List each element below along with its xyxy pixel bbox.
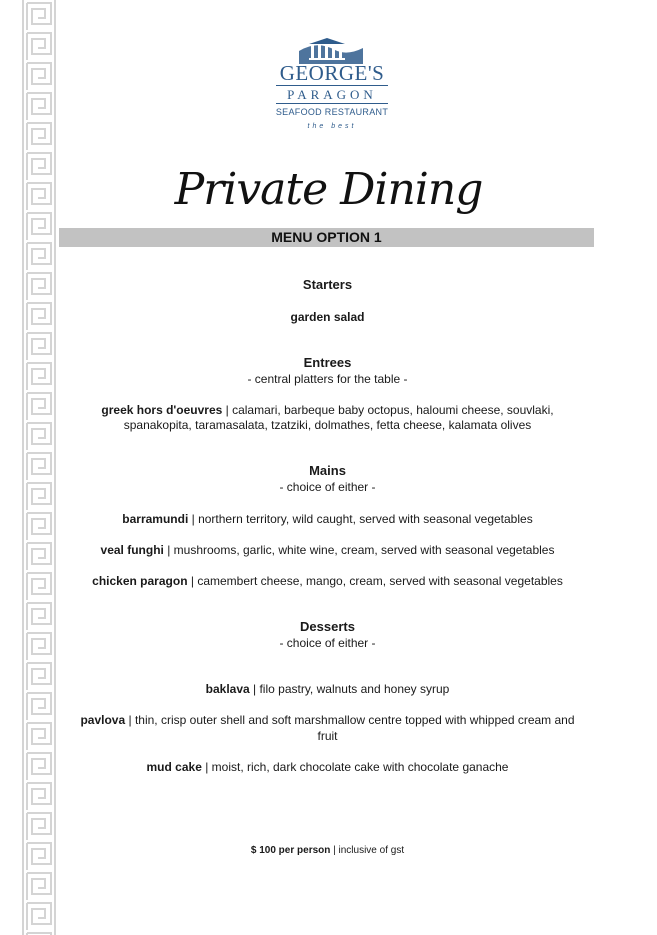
entrees-item	[60, 402, 595, 418]
price-line	[60, 843, 595, 859]
starters-heading: Starters	[302, 277, 353, 292]
brand-subname: PARAGON	[287, 87, 377, 102]
menu-option-banner: MENU OPTION 1	[59, 228, 594, 247]
brand-rule-2	[276, 103, 388, 104]
desserts-item-pavlova-line2: fruit	[317, 729, 338, 743]
meander-pattern	[23, 0, 55, 935]
mains-item-chicken-paragon	[60, 573, 595, 589]
price-amount: $ 100 per person	[250, 845, 331, 856]
entrees-note: - central platters for the table -	[247, 372, 408, 386]
greek-key-border	[22, 0, 56, 935]
desserts-heading: Desserts	[300, 619, 355, 634]
item-desc: | thin, crisp outer shell and soft marshmallow centre topped with whipped cream and	[125, 713, 575, 727]
item-desc: | camembert cheese, mango, cream, served with seasonal vegetables	[187, 574, 563, 588]
mains-item-barramundi	[60, 511, 595, 527]
item-desc: | northern territory, wild caught, served with seasonal vegetables	[188, 512, 533, 526]
item-name: barramundi	[122, 512, 189, 526]
page-title: Private Dining	[174, 164, 483, 215]
entrees-heading: Entrees	[303, 355, 352, 370]
mains-item-veal-funghi	[60, 542, 595, 558]
mains-note: - choice of either -	[279, 480, 376, 494]
item-desc: | filo pastry, walnuts and honey syrup	[249, 682, 450, 696]
item-name: chicken paragon	[92, 574, 188, 588]
entrees-item-desc-line2: spanakopita, taramasalata, tzatziki, dolmathes, fetta cheese, kalamata olives	[123, 418, 532, 432]
item-desc: | mushrooms, garlic, white wine, cream, served with seasonal vegetables	[163, 543, 555, 557]
restaurant-logo	[270, 36, 394, 133]
item-name: baklava	[205, 682, 250, 696]
mains-heading: Mains	[309, 463, 346, 478]
item-name: pavlova	[80, 713, 126, 727]
entrees-item-desc: | calamari, barbeque baby octopus, haloumi cheese, souvlaki,	[222, 403, 554, 417]
desserts-note: - choice of either -	[279, 636, 376, 650]
desserts-item-baklava	[60, 681, 595, 697]
entrees-item-name: greek hors d'oeuvres	[101, 403, 223, 417]
brand-tagline: the best	[307, 123, 357, 130]
desserts-item-pavlova	[55, 712, 600, 728]
brand-name: GEORGE'S	[279, 61, 385, 85]
starters-item: garden salad	[290, 310, 365, 324]
item-name: veal funghi	[100, 543, 164, 557]
item-name: mud cake	[146, 760, 202, 774]
temple-icon	[297, 36, 367, 64]
brand-rule	[276, 85, 388, 86]
desserts-item-mud-cake	[60, 759, 595, 775]
brand-descriptor: SEAFOOD RESTAURANT	[275, 107, 389, 117]
price-note: | inclusive of gst	[330, 845, 405, 856]
item-desc: | moist, rich, dark chocolate cake with chocolate ganache	[201, 760, 509, 774]
